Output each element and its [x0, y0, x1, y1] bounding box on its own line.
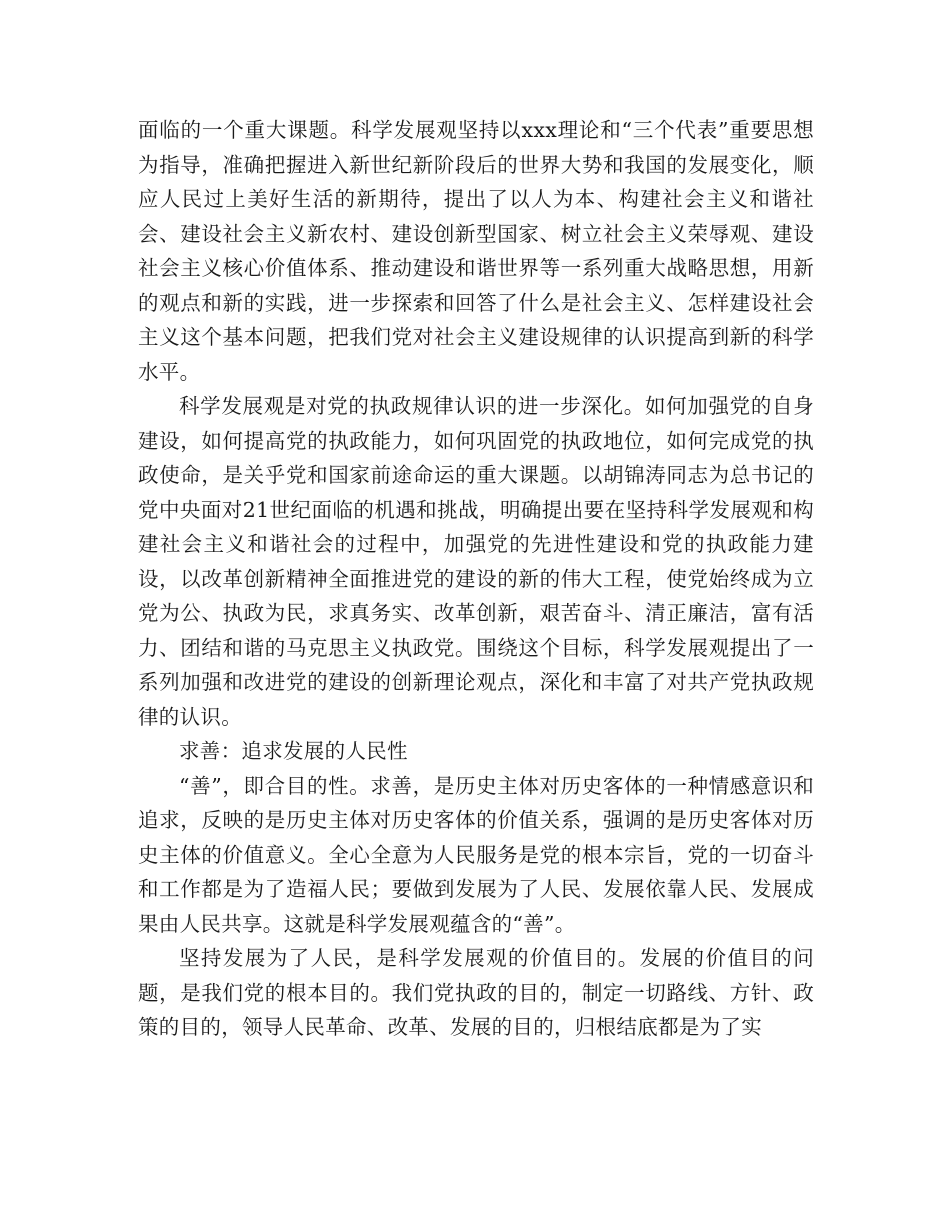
document-page [138, 113, 814, 1045]
section-heading: 求善：追求发展的人民性 [179, 739, 408, 763]
paragraph-4: 坚持发展为了人民，是科学发展观的价值目的。发展的价值目的问题，是我们党的根本目的。我们党执政的目的，制定一切路线、方针、政策的目的，领导人民革命、改革、发展的目的，归根结底都是为了实 [138, 946, 814, 1039]
paragraph-2: 科学发展观是对党的执政规律认识的进一步深化。如何加强党的自身建设，如何提高党的执政能力，如何巩固党的执政地位，如何完成党的执政使命，是关乎党和国家前途命运的重大课题。以胡锦涛同志为总书记的党中央面对21世纪面临的机遇和挑战，明确提出要在坚持科学发展观和构建社会主义和谐社会的过程中，加强党的先进性建设和党的执政能力建设，以改革创新精神全面推进党的建设的新的伟大工程，使党始终成为立党为公、执政为民，求真务实、改革创新，艰苦奋斗、清正廉洁，富有活力、团结和谐的马克思主义执政党。围绕这个目标，科学发展观提出了一系列加强和改进党的建设的创新理论观点，深化和丰富了对共产党执政规律的认识。 [138, 394, 814, 729]
paragraph-3: “善”，即合目的性。求善，是历史主体对历史客体的一种情感意识和追求，反映的是历史主体对历史客体的价值关系，强调的是历史客体对历史主体的价值意义。全心全意为人民服务是党的根本宗旨，党的一切奋斗和工作都是为了造福人民；要做到发展为了人民、发展依靠人民、发展成果由人民共享。这就是科学发展观蕴含的“善”。 [138, 773, 814, 936]
paragraph-1: 面临的一个重大课题。科学发展观坚持以xxx理论和“三个代表”重要思想为指导，准确把握进入新世纪新阶段后的世界大势和我国的发展变化，顺应人民过上美好生活的新期待，提出了以人为本、构建社会主义和谐社会、建设社会主义新农村、建设创新型国家、树立社会主义荣辱观、建设社会主义核心价值体系、推动建设和谐世界等一系列重大战略思想，用新的观点和新的实践，进一步探索和回答了什么是社会主义、怎样建设社会主义这个基本问题，把我们党对社会主义建设规律的认识提高到新的科学水平。 [138, 118, 814, 384]
